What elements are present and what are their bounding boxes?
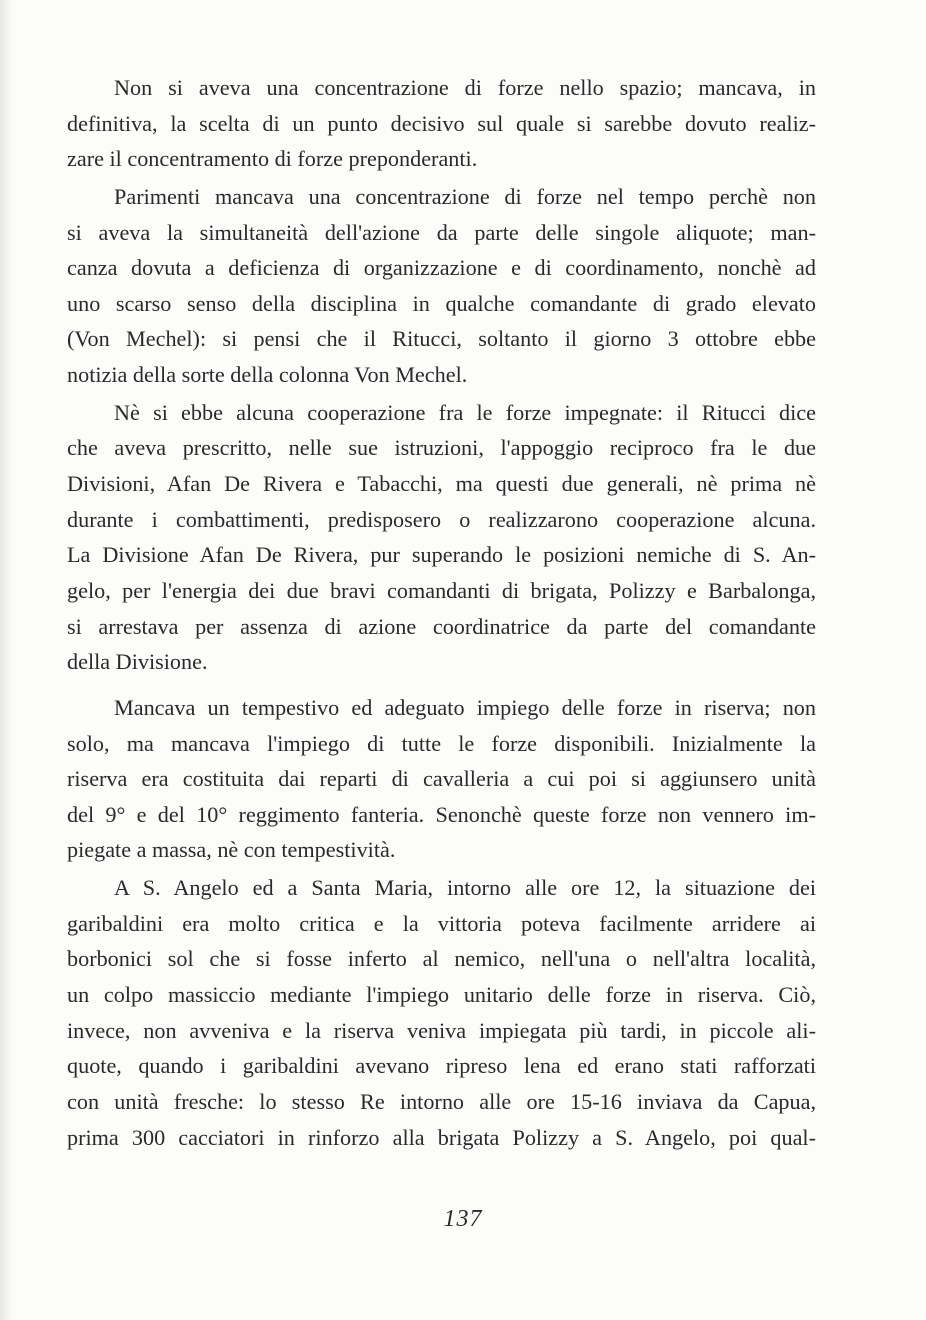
text-line: con unità fresche: lo stesso Re intorno alle ore 15-16 inviava da Capua, [67,1088,816,1114]
paragraph-4 [67,690,816,868]
body-text [67,70,816,1155]
text-line: riserva era costituita dai reparti di cavalleria a cui poi si aggiunsero unità [67,766,816,792]
text-line: invece, non avveniva e la riserva veniva impiegata più tardi, in piccole ali- [67,1017,816,1043]
text-line: Parimenti mancava una concentrazione di forze nel tempo perchè non [114,183,816,209]
paragraph-5 [67,870,816,1155]
text-line: del 9° e del 10° reggimento fanteria. Senonchè queste forze non vennero im- [67,801,816,827]
paragraph-2 [67,179,816,393]
text-line: un colpo massiccio mediante l'impiego unitario delle forze in riserva. Ciò, [67,982,816,1008]
text-line: che aveva prescritto, nelle sue istruzioni, l'appoggio reciproco fra le due [67,435,816,461]
text-line: gelo, per l'energia dei due bravi comandanti di brigata, Polizzy e Barbalonga, [67,577,816,603]
paragraph-1 [67,70,816,177]
text-line: definitiva, la scelta di un punto decisivo sul quale si sarebbe dovuto realiz- [67,110,816,136]
text-line: La Divisione Afan De Rivera, pur superando le posizioni nemiche di S. An- [67,542,816,568]
text-line: della Divisione. [67,649,208,675]
text-line: solo, ma mancava l'impiego di tutte le forze disponibili. Inizialmente la [67,730,816,756]
page-number: 137 [443,1206,483,1232]
text-line: canza dovuta a deficienza di organizzazione e di coordinamento, nonchè ad [67,255,816,281]
binding-shadow [0,0,12,1320]
text-line: Divisioni, Afan De Rivera e Tabacchi, ma questi due generali, nè prima nè [67,471,816,497]
text-line: (Von Mechel): si pensi che il Ritucci, soltanto il giorno 3 ottobre ebbe [67,326,816,352]
text-line: A S. Angelo ed a Santa Maria, intorno alle ore 12, la situazione dei [114,875,816,901]
text-line: borbonici sol che si fosse inferto al nemico, nell'una o nell'altra località, [67,946,816,972]
text-line: piegate a massa, nè con tempestività. [67,837,396,863]
text-line: Nè si ebbe alcuna cooperazione fra le forze impegnate: il Ritucci dice [114,399,816,425]
text-line: quote, quando i garibaldini avevano ripreso lena ed erano stati rafforzati [67,1053,816,1079]
text-line: si arrestava per assenza di azione coordinatrice da parte del comandante [67,613,816,639]
text-line: durante i combattimenti, predisposero o realizzarono cooperazione alcuna. [67,506,816,532]
text-line: Non si aveva una concentrazione di forze nello spazio; mancava, in [114,75,816,100]
text-line: uno scarso senso della disciplina in qualche comandante di grado elevato [67,290,816,316]
text-line: notizia della sorte della colonna Von Mechel. [67,362,468,388]
paragraph-3 [67,395,816,680]
text-line: Mancava un tempestivo ed adeguato impiego delle forze in riserva; non [114,694,816,720]
text-line: garibaldini era molto critica e la vittoria poteva facilmente arridere ai [67,910,816,936]
text-line: prima 300 cacciatori in rinforzo alla brigata Polizzy a S. Angelo, poi qual- [67,1124,816,1150]
text-line: zare il concentramento di forze preponderanti. [67,146,478,172]
text-line: si aveva la simultaneità dell'azione da parte delle singole aliquote; man- [67,219,816,245]
